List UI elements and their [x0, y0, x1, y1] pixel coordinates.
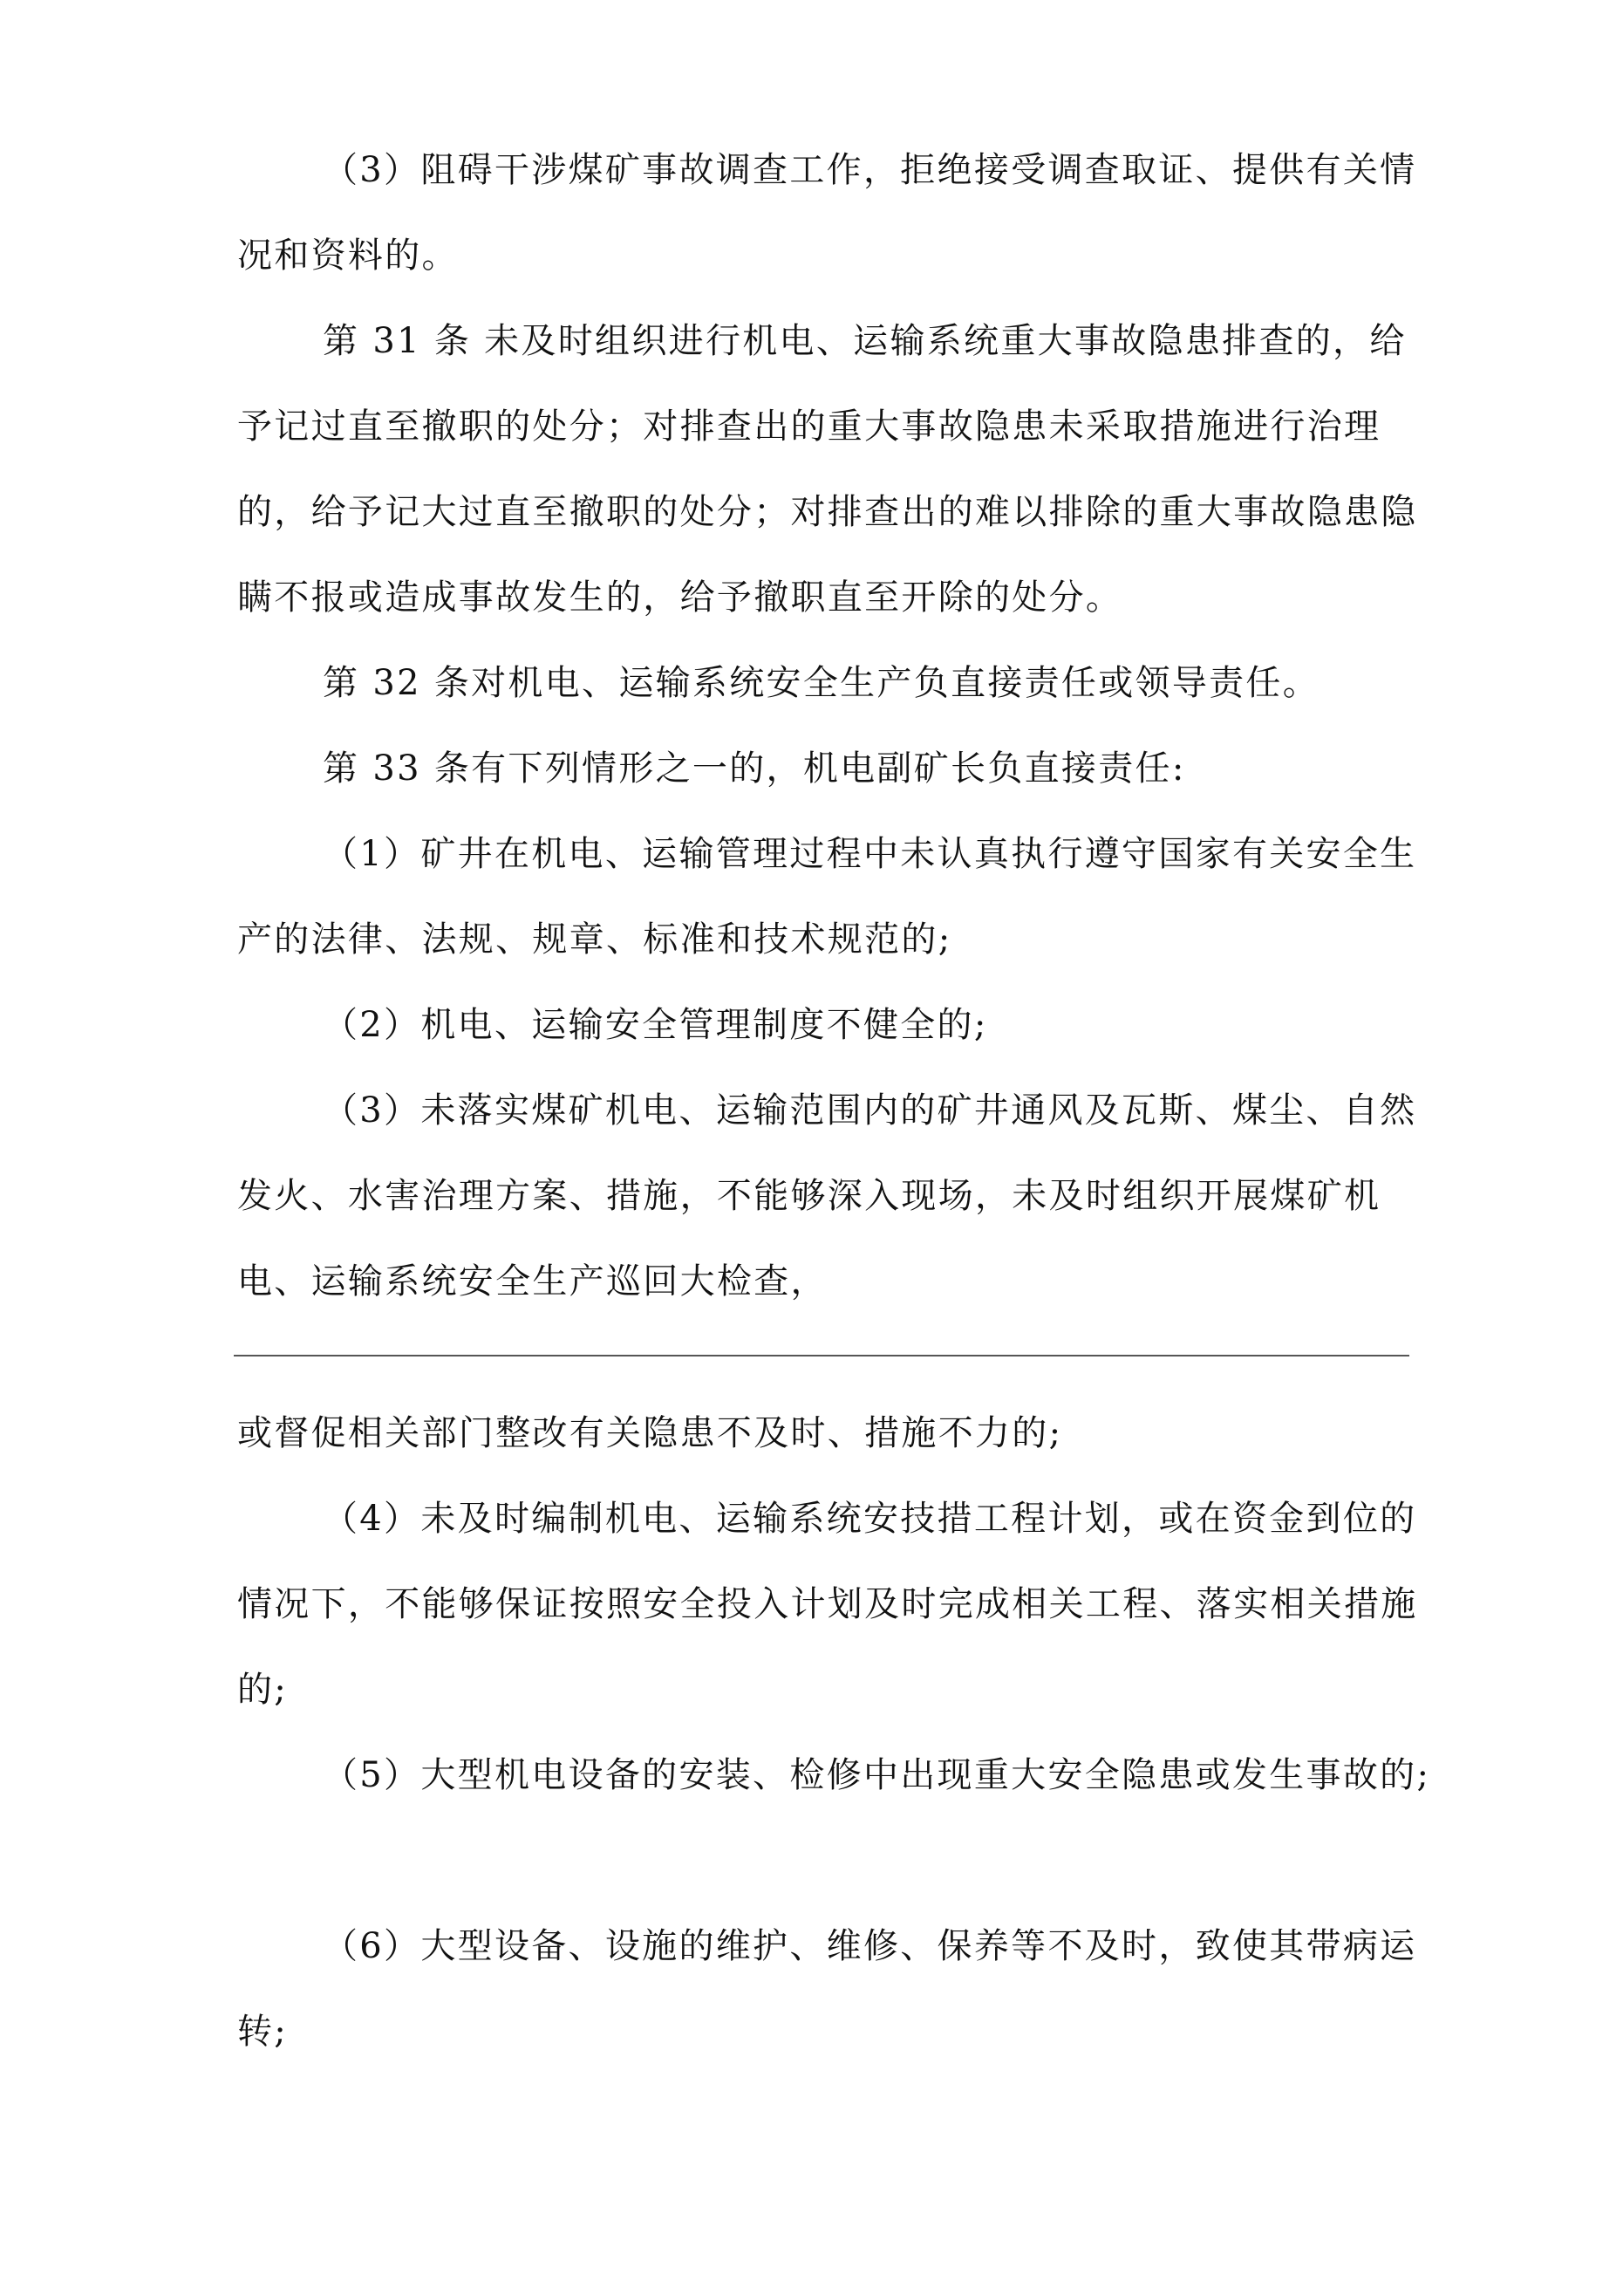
paragraph-article-31: 第 31 条 未及时组织进行机电、运输系统重大事故隐患排查的，给予记过直至撤职的处分；对排查出的重大事故隐患未采取措施进行治理的，给予记大过直至撤职的处分；对排查出的难以排除的重大事故隐患隐瞒不报或造成事故发生的，给予撤职直至开除的处分。: [237, 321, 1418, 618]
paragraph-item-2: （2）机电、运输安全管理制度不健全的;: [323, 1005, 988, 1045]
page-divider: [234, 1355, 1409, 1356]
paragraph-article-32: 第 32 条对机电、运输系统安全生产负直接责任或领导责任。: [323, 663, 1320, 703]
paragraph-item-3: （3）未落实煤矿机电、运输范围内的矿井通风及瓦斯、煤尘、自然发火、水害治理方案、措施，不能够深入现场，未及时组织开展煤矿机电、运输系统安全生产巡回大检查，: [237, 1090, 1417, 1302]
paragraph-item-5: （5）大型机电设备的安装、检修中出现重大安全隐患或发生事故的;: [323, 1755, 1431, 1795]
paragraph-item-1: （1）矿井在机电、运输管理过程中未认真执行遵守国家有关安全生产的法律、法规、规章、标准和技术规范的;: [237, 834, 1417, 960]
paragraph-item-4: （4）未及时编制机电、运输系统安技措工程计划，或在资金到位的情况下，不能够保证按照安全投入计划及时完成相关工程、落实相关措施的;: [237, 1499, 1418, 1710]
paragraph-article-33: 第 33 条有下列情形之一的，机电副矿长负直接责任:: [323, 748, 1186, 789]
paragraph-item-6: （6）大型设备、设施的维护、维修、保养等不及时，致使其带病运转;: [237, 1926, 1417, 2052]
paragraph-item-3-obstruct-investigation: （3）阻碍干涉煤矿事故调查工作，拒绝接受调查取证、提供有关情况和资料的。: [237, 150, 1417, 276]
paragraph-continuation: 或督促相关部门整改有关隐患不及时、措施不力的;: [237, 1413, 1063, 1453]
